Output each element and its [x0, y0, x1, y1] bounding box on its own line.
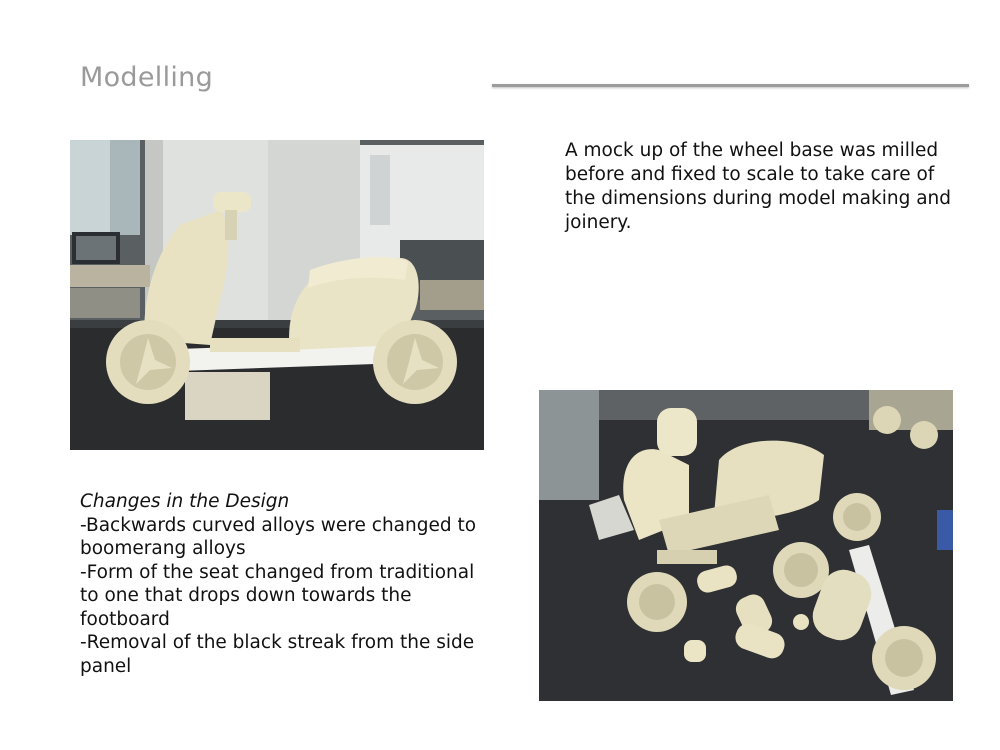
- title-divider: [492, 84, 969, 87]
- changes-heading: Changes in the Design: [80, 491, 290, 512]
- change-item: -Form of the seat changed from traditional to one that drops down towards the footboard: [80, 561, 475, 630]
- model-parts-photo: [539, 390, 953, 701]
- wheel-base-description: A mock up of the wheel base was milled before and fixed to scale to take care of the dimensions during model making and joinery.: [565, 140, 952, 233]
- design-changes-list: [80, 490, 490, 678]
- scooter-model-side-photo: [70, 140, 484, 450]
- slide-title: Modelling: [80, 62, 214, 93]
- change-item: -Removal of the black streak from the side panel: [80, 632, 475, 677]
- change-item: -Backwards curved alloys were changed to boomerang alloys: [80, 514, 477, 559]
